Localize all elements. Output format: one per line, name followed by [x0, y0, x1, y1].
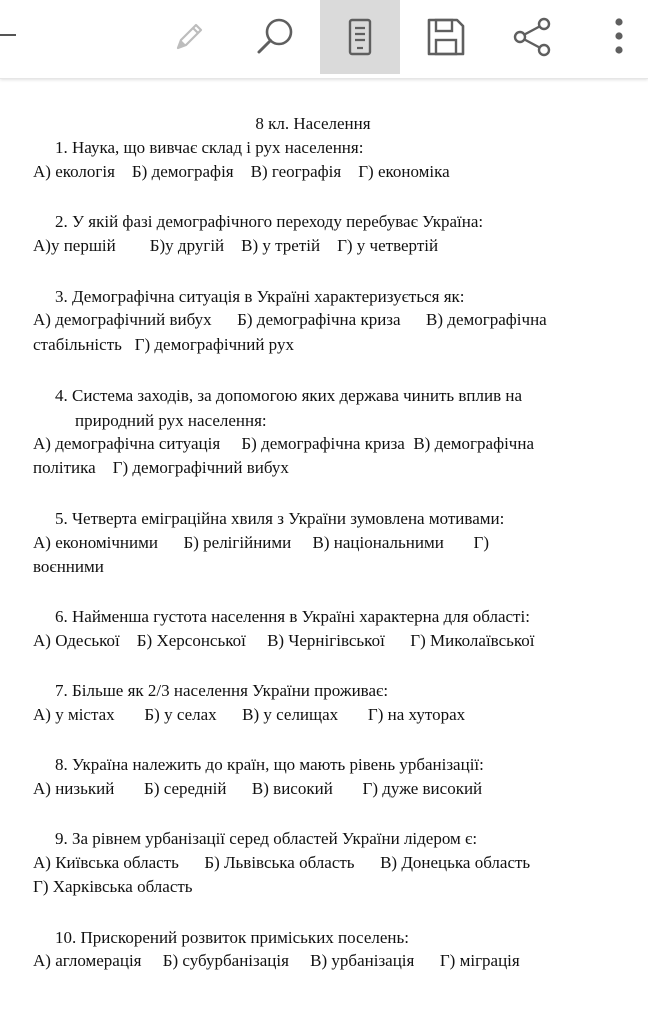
answers-1: А) екологія Б) демографія В) географія Г) економіка — [33, 162, 450, 181]
answers-8: А) низький Б) середній В) високий Г) дуже високий — [33, 779, 483, 798]
answers-9: А) Київська область Б) Львівська область В) Донецька область — [33, 853, 531, 872]
search-button[interactable] — [235, 0, 315, 74]
answers-3-cont: стабільність Г) демографічний рух — [33, 335, 294, 354]
document-icon — [340, 15, 380, 59]
save-icon — [424, 15, 468, 59]
save-button[interactable] — [406, 0, 486, 74]
more-vertical-icon — [609, 15, 629, 59]
document-page — [0, 78, 648, 1024]
answers-6: А) Одеської Б) Херсонської В) Чернігівської Г) Миколаївської — [33, 631, 535, 650]
question-9: 9. За рівнем урбанізації серед областей України лідером є: — [55, 829, 478, 848]
answers-4: А) демографічна ситуація Б) демографічна криза В) демографічна — [33, 434, 534, 453]
question-4-cont: природний рух населення: — [75, 411, 267, 430]
reading-view-button[interactable] — [320, 0, 400, 74]
page-title: 8 кл. Населення — [255, 114, 371, 133]
edit-button[interactable] — [149, 0, 229, 74]
share-icon — [510, 15, 554, 59]
question-8: 8. Україна належить до країн, що мають рівень урбанізації: — [55, 755, 484, 774]
menu-edge-icon[interactable] — [0, 34, 16, 36]
question-4: 4. Система заходів, за допомогою яких держава чинить вплив на — [55, 386, 523, 405]
question-6: 6. Найменша густота населення в Україні характерна для області: — [55, 607, 530, 626]
question-2: 2. У якій фазі демографічного переходу перебуває Україна: — [55, 212, 484, 231]
question-5: 5. Четверта еміграційна хвиля з України зумовлена мотивами: — [55, 509, 505, 528]
question-7: 7. Більше як 2/3 населення України проживає: — [55, 681, 389, 700]
answers-2: А)у першій Б)у другій В) у третій Г) у четвертій — [33, 236, 439, 255]
question-10: 10. Прискорений розвиток приміських поселень: — [55, 928, 409, 947]
share-button[interactable] — [492, 0, 572, 74]
more-button[interactable] — [579, 0, 648, 74]
pencil-icon — [169, 17, 209, 57]
answers-9-cont: Г) Харківська область — [33, 877, 193, 896]
search-icon — [253, 15, 297, 59]
answers-7: А) у містах Б) у селах В) у селищах Г) на хуторах — [33, 705, 466, 724]
question-1: 1. Наука, що вивчає склад і рух населення: — [55, 138, 364, 157]
toolbar — [0, 0, 648, 79]
answers-4-cont: політика Г) демографічний вибух — [33, 458, 289, 477]
answers-5-cont: воєнними — [33, 557, 104, 576]
question-3: 3. Демографічна ситуація в Україні характеризується як: — [55, 287, 465, 306]
answers-3: А) демографічний вибух Б) демографічна криза В) демографічна — [33, 310, 547, 329]
answers-10: А) агломерація Б) субурбанізація В) урбанізація Г) міграція — [33, 951, 520, 970]
answers-5: А) економічними Б) релігійними В) національними Г) — [33, 533, 490, 552]
